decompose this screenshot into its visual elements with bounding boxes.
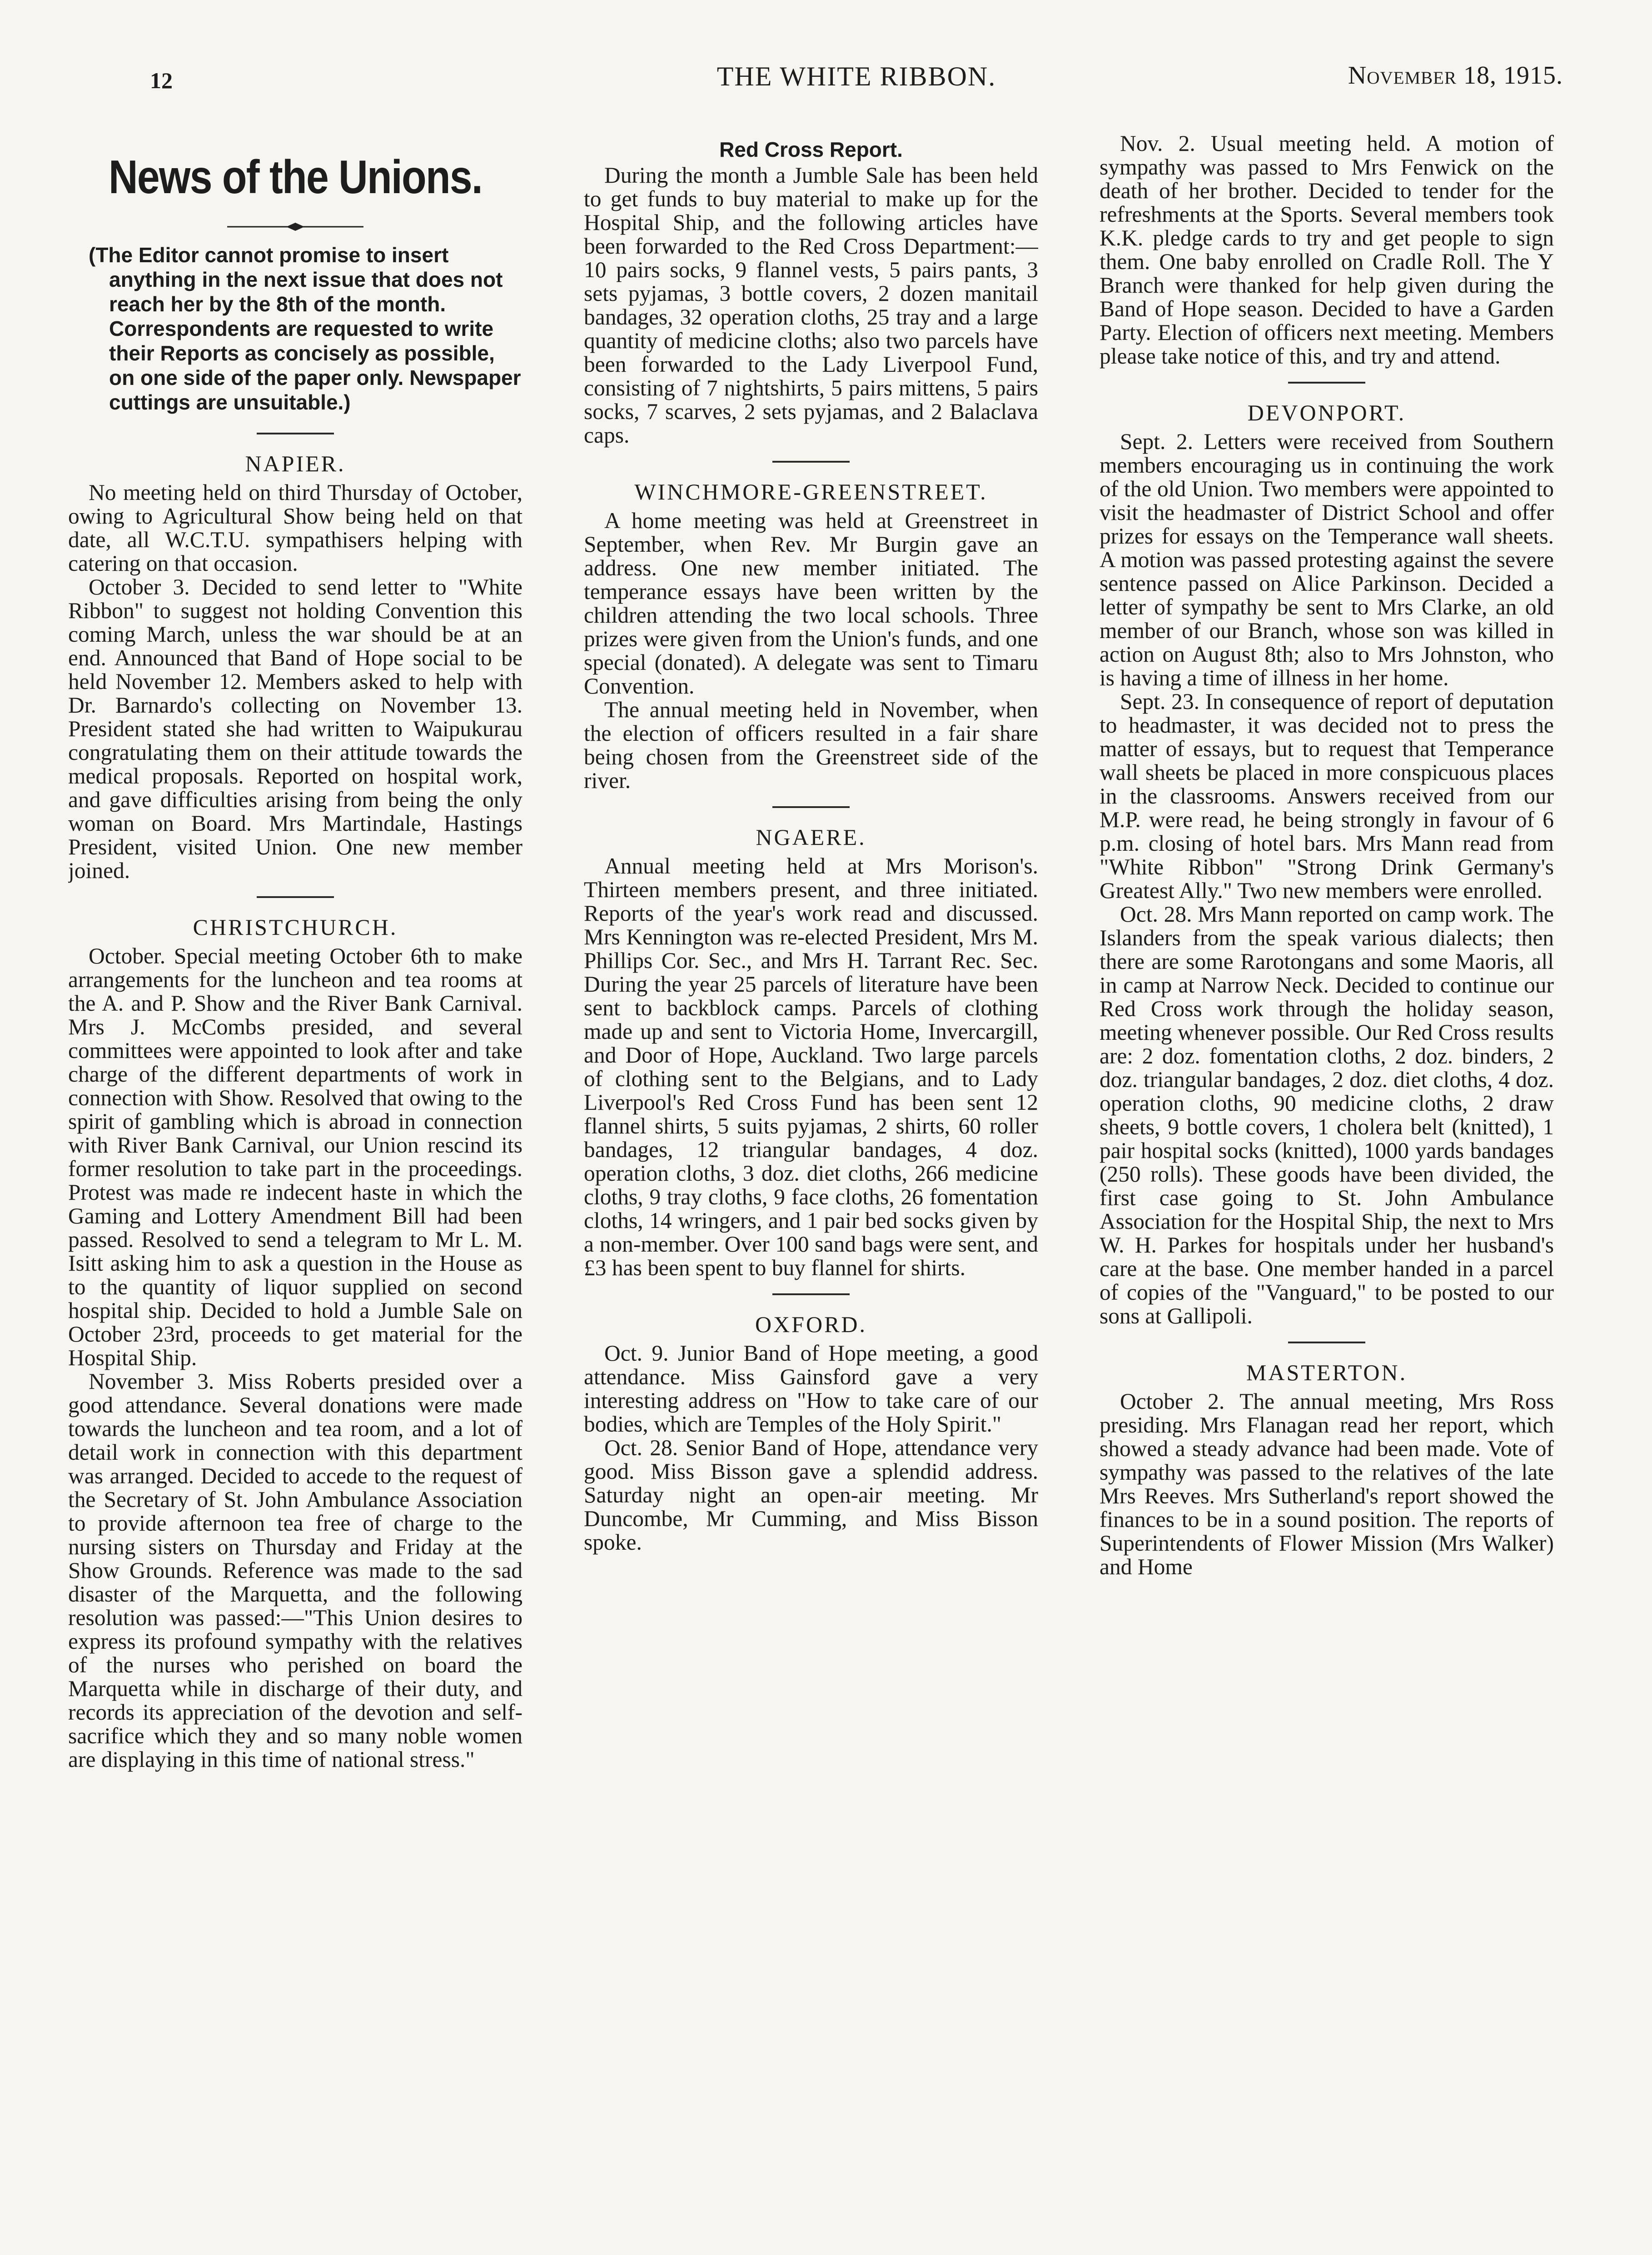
oxford-paragraph: Nov. 2. Usual meeting held. A motion of sympathy was passed to Mrs Fenwick on the death of her brother. Decided to tender for the refreshments at the Sports. Several members took K.K. pledge cards to try and get people to sign them. One baby enrolled on Cradle Roll. The Y Branch were thanked for help given during the Band of Hope season. Decided to have a Garden Party. Election of officers next meeting. Members please take notice of this, and try and attend. <box>1100 132 1554 369</box>
divider-rule <box>772 461 850 463</box>
napier-paragraph: October 3. Decided to send letter to "White Ribbon" to suggest not holding Convention this coming March, unless the war should be at an end. Announced that Band of Hope social to be held November 12. Members asked to help with Dr. Barnardo's collecting on November 13. President stated she had written to Waipukurau congratulating them on their attitude towards the medical proposals. Reported on hospital work, and gave difficulties arising from being the only woman on Board. Mrs Martindale, Hastings President, visited Union. One new member joined. <box>68 574 522 883</box>
devonport-paragraph: Sept. 2. Letters were received from Southern members encouraging us in continuing the work of the old Union. Two members were appointed to visit the headmaster of District School and offer prizes for essays on the Temperance wall sheets. A motion was passed protesting against the severe sentence passed on Alice Parkinson. Decided a letter of sympathy be sent to Mrs Clarke, an old member of our Branch, whose son was killed in action on August 8th; also to Mrs Johnston, who is having a time of illness in her home. <box>1100 429 1554 690</box>
devonport-paragraph: Oct. 28. Mrs Mann reported on camp work. The Islanders from the speak various dialects; then there are some Rarotongans and some Maoris, all in camp at Narrow Neck. Decided to continue our Red Cross work through the holiday season, meeting whenever possible. Our Red Cross results are: 2 doz. fomentation cloths, 2 doz. binders, 2 doz. triangular bandages, 2 doz. diet cloths, 4 doz. operation cloths, 90 medicine cloths, 2 draw sheets, 9 bottle covers, 1 cholera belt (knitted), 1 pair hospital socks (knitted), 1000 yards bandages (250 rolls). These goods have been divided, the first case going to St. John Ambulance Association for the Hospital Ship, the next to Mrs W. H. Parkes for hospitals under her husband's care at the base. One member handed in a parcel of copies of the "Vanguard," to be posted to our sons at Gallipoli. <box>1100 902 1554 1328</box>
christchurch-paragraph: October. Special meeting October 6th to make arrangements for the luncheon and tea rooms at the A. and P. Show and the River Bank Carnival. Mrs J. McCombs presided, and several committees were appointed to look after and take charge of the different departments of work in connection with Show. Resolved that owing to the spirit of gambling which is abroad in connection with River Bank Carnival, our Union rescind its former resolution to take part in the proceedings. Protest was made re indecent haste in which the Gaming and Lottery Amendment Bill had been passed. Resolved to send a telegram to Mr L. M. Isitt asking him to ask a question in the House as to the quantity of liquor supplied on second hospital ship. Decided to hold a Jumble Sale on October 23rd, proceeds to get material for the Hospital Ship. <box>68 943 522 1370</box>
column-1 <box>68 132 522 2222</box>
heading-christchurch: CHRISTCHURCH. <box>193 914 398 940</box>
heading-winchmore-greenstreet: WINCHMORE-GREENSTREET. <box>634 479 988 504</box>
heading-napier: NAPIER. <box>245 451 346 476</box>
winchmore-paragraph: A home meeting was held at Greenstreet in September, when Rev. Mr Burgin gave an address. One new member initiated. The temperance essays have been written by the children attending the two local schools. Three prizes were given from the Union's funds, and one special (donated). A delegate was sent to Timaru Convention. <box>584 508 1038 698</box>
oxford-paragraph: Oct. 28. Senior Band of Hope, attendance very good. Miss Bisson gave a splendid address. Saturday night an open-air meeting. Mr Duncombe, Mr Cumming, and Miss Bisson spoke. <box>584 1435 1038 1555</box>
editor-notice: (The Editor cannot promise to insert anything in the next issue that does not reach her by the 8th of the month. Correspondents are requested to write their Reports as concisely as possible, on one side of the paper only. Newspaper cuttings are unsuitable.) <box>89 243 521 414</box>
red-cross-paragraph: During the month a Jumble Sale has been held to get funds to buy material to make up for the Hospital Ship, and the following articles have been forwarded to the Red Cross Department:—10 pairs socks, 9 flannel vests, 5 pairs pants, 3 sets pyjamas, 3 bottle covers, 2 dozen manitail bandages, 32 operation cloths, 25 tray and a large quantity of medicine cloths; also two parcels have been forwarded to the Lady Liverpool Fund, consisting of 7 nightshirts, 5 pairs mittens, 5 pairs socks, 7 scarves, 2 sets pyjamas, and 2 Balaclava caps. <box>584 163 1038 448</box>
divider-rule <box>257 896 334 898</box>
ornament-divider-icon <box>68 215 522 233</box>
divider-rule <box>1288 382 1365 384</box>
divider-rule <box>257 433 334 434</box>
publication-title: THE WHITE RIBBON. <box>717 61 996 91</box>
devonport-paragraph: Sept. 23. In consequence of report of deputation to headmaster, it was decided not to press the matter of essays, but to request that Temperance wall sheets be placed in more conspicuous places in the classrooms. Answers received from our M.P. were read, he being strongly in favour of 6 p.m. closing of hotel bars. Mrs Mann read from "White Ribbon" "Strong Drink Germany's Greatest Ally." Two new members were enrolled. <box>1100 689 1554 903</box>
column-3 <box>1100 132 1554 2222</box>
ngaere-paragraph: Annual meeting held at Mrs Morison's. Thirteen members present, and three initiated. Reports of the year's work read and discussed. Mrs Kennington was re-elected President, Mrs M. Phillips Cor. Sec., and Mrs H. Tarrant Rec. Sec. During the year 25 parcels of literature have been sent to backblock camps. Parcels of clothing made up and sent to Victoria Home, Invercargill, and Door of Hope, Auckland. Two large parcels of clothing sent to the Belgians, and to Lady Liverpool's Red Cross Fund has been sent 12 flannel shirts, 5 suits pyjamas, 2 shirts, 60 roller bandages, 12 triangular bandages, 4 doz. operation cloths, 3 doz. diet cloths, 266 medicine cloths, 9 tray cloths, 9 face cloths, 26 fomentation cloths, 14 wringers, and 1 pair bed socks given by a non-member. Over 100 sand bags were sent, and £3 has been spent to buy flannel for shirts. <box>584 853 1038 1280</box>
masterton-paragraph: October 2. The annual meeting, Mrs Ross presiding. Mrs Flanagan read her report, which showed a steady advance had been made. Vote of sympathy was passed to the relatives of the late Mrs Reeves. Mrs Sutherland's report showed the finances to be in a sound position. The reports of Superintendents of Flower Mission (Mrs Walker) and Home <box>1100 1389 1554 1579</box>
oxford-paragraph: Oct. 9. Junior Band of Hope meeting, a good attendance. Miss Gainsford gave a very interesting address on "How to take care of our bodies, which are Temples of the Holy Spirit." <box>584 1341 1038 1437</box>
page-header <box>150 55 1563 100</box>
subheading-red-cross-report: Red Cross Report. <box>719 138 903 161</box>
page-number: 12 <box>150 68 173 93</box>
heading-oxford: OXFORD. <box>755 1312 867 1337</box>
christchurch-paragraph: November 3. Miss Roberts presided over a good attendance. Several donations were made towards the luncheon and tea room, and a lot of detail work in connection with this department was arranged. Decided to accede to the request of the Secretary of St. John Ambulance Association to provide afternoon tea free of charge to the nursing sisters on Thursday and Friday at the Show Grounds. Reference was made to the sad disaster of the Marquetta, and the following resolution was passed:—"This Union desires to express its profound sympathy with the relatives of the nurses who perished on board the Marquetta while in discharge of their duty, and records its appreciation of the devotion and self-sacrifice which they and so many noble women are displaying in this time of national stress." <box>68 1369 522 1772</box>
heading-ngaere: NGAERE. <box>756 824 866 850</box>
napier-paragraph: No meeting held on third Thursday of October, owing to Agricultural Show being held on that date, all W.C.T.U. sympathisers helping with catering on that occasion. <box>68 480 522 576</box>
heading-masterton: MASTERTON. <box>1246 1360 1408 1385</box>
section-title: News of the Unions. <box>108 151 483 204</box>
divider-rule <box>1288 1342 1365 1343</box>
column-2 <box>584 132 1038 2222</box>
winchmore-paragraph: The annual meeting held in November, when the election of officers resulted in a fair share being chosen from the Greenstreet side of the river. <box>584 697 1038 793</box>
heading-devonport: DEVONPORT. <box>1247 400 1406 425</box>
divider-rule <box>772 806 850 808</box>
divider-rule <box>772 1293 850 1295</box>
issue-date: November 18, 1915. <box>1348 61 1563 90</box>
